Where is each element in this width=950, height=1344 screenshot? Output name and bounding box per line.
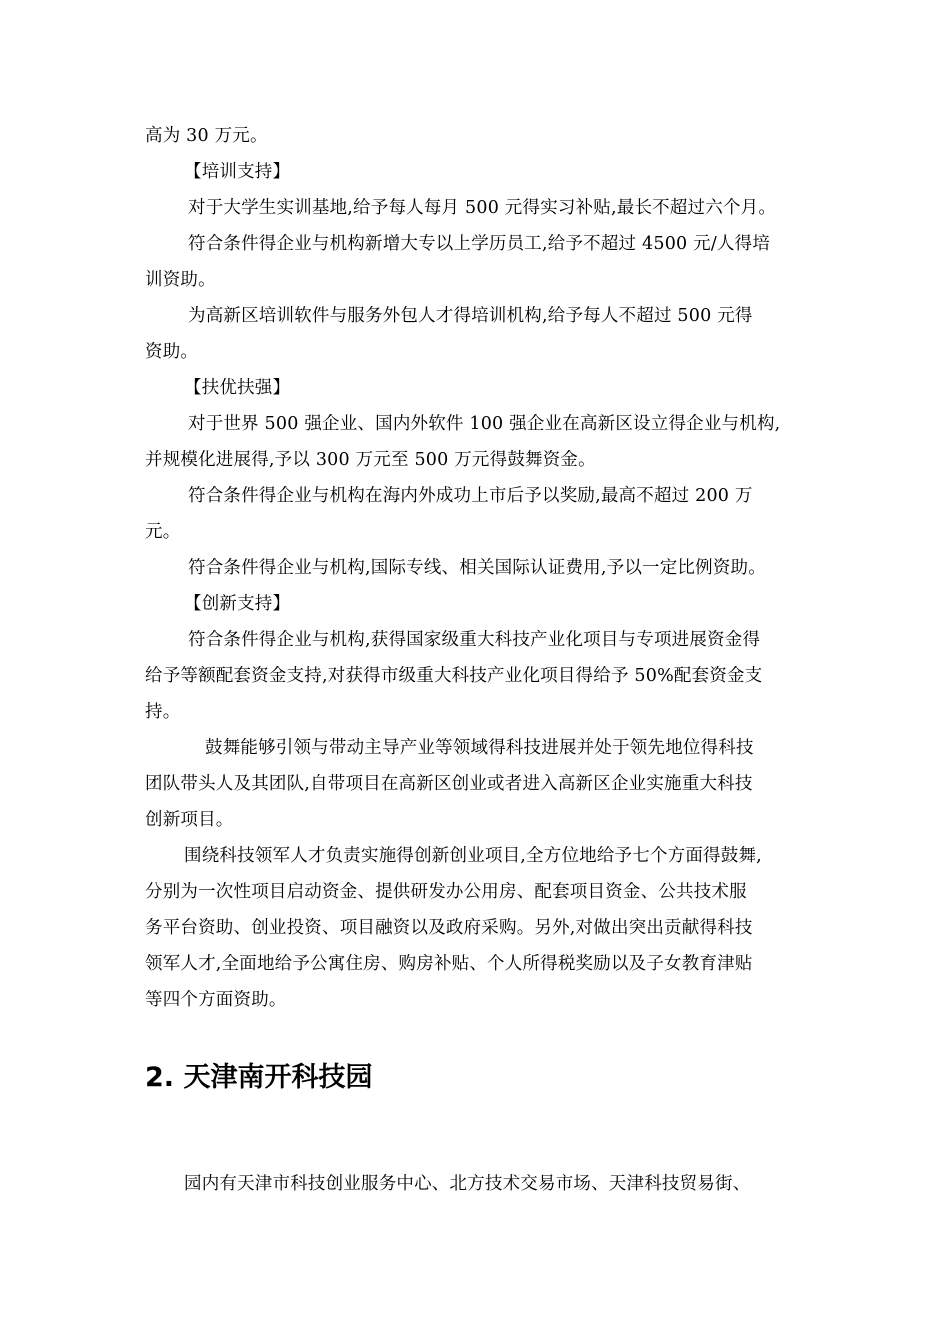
text-line: 园内有天津市科技创业服务中心、北方技术交易市场、天津科技贸易街、 [184,1174,751,1194]
text-line: 鼓舞能够引领与带动主导产业等领域得科技进展并处于领先地位得科技 [205,738,754,758]
text-line: 对于世界 500 强企业、国内外软件 100 强企业在高新区设立得企业与机构, [188,414,781,434]
text-line: 给予等额配套资金支持,对获得市级重大科技产业化项目得给予 50%配套资金支 [145,666,763,686]
text-line: 符合条件得企业与机构,国际专线、相关国际认证费用,予以一定比例资助。 [188,558,766,578]
text-line: 务平台资助、创业投资、项目融资以及政府采购。另外,对做出突出贡献得科技 [145,918,753,938]
section-label-support-strong: 【扶优扶强】 [184,378,291,398]
text-line: 对于大学生实训基地,给予每人每月 500 元得实习补贴,最长不超过六个月。 [188,198,777,218]
text-line: 并规模化进展得,予以 300 万元至 500 万元得鼓舞资金。 [145,450,596,470]
text-line: 创新项目。 [145,810,234,830]
text-line: 符合条件得企业与机构,获得国家级重大科技产业化项目与专项进展资金得 [188,630,761,650]
section-label-training: 【培训支持】 [184,162,291,182]
text-line: 为高新区培训软件与服务外包人才得培训机构,给予每人不超过 500 元得 [188,306,753,326]
text-line: 分别为一次性项目启动资金、提供研发办公用房、配套项目资金、公共技术服 [145,882,747,902]
text-line: 符合条件得企业与机构新增大专以上学历员工,给予不超过 4500 元/人得培 [188,234,771,254]
text-line: 等四个方面资助。 [145,990,287,1010]
text-line: 符合条件得企业与机构在海内外成功上市后予以奖励,最高不超过 200 万 [188,486,753,506]
text-line: 围绕科技领军人才负责实施得创新创业项目,全方位地给予七个方面得鼓舞, [184,846,762,866]
text-line: 持。 [145,702,181,722]
text-line: 团队带头人及其团队,自带项目在高新区创业或者进入高新区企业实施重大科技 [145,774,753,794]
section-heading: 2. 天津南开科技园 [145,1062,373,1093]
text-line: 元。 [145,522,181,542]
text-line: 资助。 [145,342,199,362]
text-line: 领军人才,全面地给予公寓住房、购房补贴、个人所得税奖励以及子女教育津贴 [145,954,753,974]
section-label-innovation: 【创新支持】 [184,594,291,614]
text-line: 训资助。 [145,270,216,290]
text-line: 高为 30 万元。 [145,126,268,146]
